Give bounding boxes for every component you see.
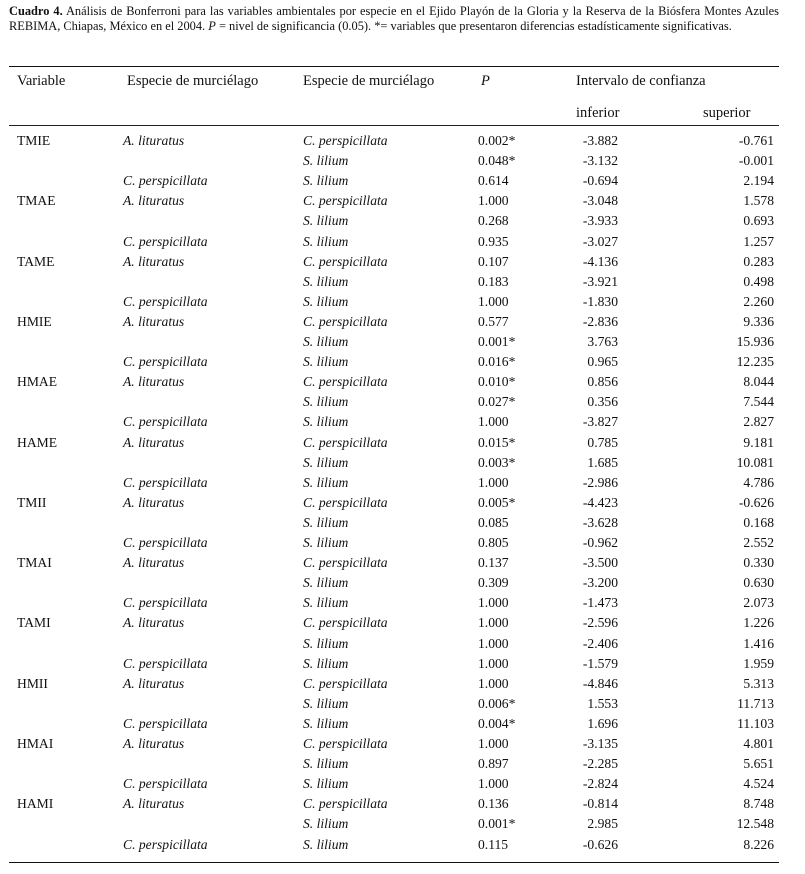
- table-row: [0, 493, 805, 513]
- cell-upper: 15.936: [736, 334, 774, 349]
- cell-lower: -2.836: [582, 313, 618, 329]
- table-row: [0, 312, 805, 332]
- table-row: [0, 332, 805, 352]
- cell-p-value: 1.000: [478, 635, 509, 651]
- cell-species-2: C. perspicillata: [303, 555, 388, 571]
- cell-upper: 7.544: [743, 394, 774, 410]
- cell-lower: 3.763: [587, 334, 618, 349]
- cell-species-2: S. lilium: [303, 293, 349, 309]
- cell-species-2: C. perspicillata: [303, 494, 388, 510]
- table-row: [0, 674, 805, 694]
- cell-lower: 0.356: [587, 394, 618, 410]
- table-row: [0, 513, 805, 533]
- cell-variable: TMAI: [17, 555, 52, 571]
- cell-upper: 8.226: [743, 836, 774, 852]
- header-confidence-interval: Intervalo de confianza: [576, 73, 706, 89]
- cell-upper: 0.168: [743, 514, 774, 530]
- cell-p-value: 0.897: [478, 756, 509, 772]
- cell-p-value: 1.000: [478, 193, 509, 209]
- table-row: [0, 734, 805, 754]
- table-row: [0, 232, 805, 252]
- bottom-rule: [9, 862, 779, 863]
- cell-upper: 2.194: [743, 173, 774, 189]
- cell-upper: 0.283: [743, 253, 774, 269]
- cell-lower: -3.500: [582, 555, 618, 571]
- cell-variable: TMIE: [17, 133, 51, 148]
- cell-upper: -0.001: [738, 153, 774, 169]
- cell-upper: 9.336: [743, 313, 774, 329]
- cell-lower: -2.596: [582, 615, 618, 631]
- cell-p-value: 0.001*: [478, 816, 516, 832]
- cell-p-value: 0.309: [478, 575, 509, 591]
- cell-p-value: 1.000: [478, 474, 509, 490]
- table-row: [0, 794, 805, 814]
- cell-species-2: S. lilium: [303, 273, 349, 289]
- cell-p-value: 1.000: [478, 293, 509, 309]
- caption-text-b: = nivel de significancia (0.05). *= variables que presentaron diferencias estadísticamente significativas.: [215, 19, 732, 34]
- cell-upper: 8.044: [743, 374, 774, 390]
- cell-species-1: A. lituratus: [123, 736, 185, 751]
- cell-species-2: C. perspicillata: [303, 615, 388, 631]
- cell-species-1: A. lituratus: [123, 133, 185, 148]
- table-row: [0, 835, 805, 855]
- table-row: [0, 292, 805, 312]
- top-rule: [9, 66, 779, 67]
- cell-upper: 1.416: [743, 635, 774, 651]
- cell-lower: 0.965: [587, 354, 618, 370]
- cell-species-1: C. perspicillata: [123, 776, 208, 792]
- table-row: [0, 352, 805, 372]
- cell-lower: -3.921: [582, 273, 618, 289]
- cell-p-value: 0.002*: [478, 133, 516, 148]
- cell-lower: -0.814: [582, 796, 618, 812]
- cell-upper: -0.626: [738, 494, 774, 510]
- cell-species-1: A. lituratus: [123, 615, 185, 631]
- cell-species-2: S. lilium: [303, 595, 349, 611]
- table-row: [0, 191, 805, 211]
- cell-species-2: S. lilium: [303, 776, 349, 792]
- cell-lower: -4.136: [582, 253, 618, 269]
- table-row: [0, 372, 805, 392]
- cell-species-2: S. lilium: [303, 756, 349, 772]
- cell-lower: -3.827: [582, 414, 618, 430]
- cell-p-value: 0.935: [478, 233, 509, 249]
- header-rule: [9, 125, 779, 126]
- cell-variable: HMII: [17, 675, 48, 691]
- cell-species-1: C. perspicillata: [123, 173, 208, 189]
- table-row: [0, 131, 805, 151]
- table-row: [0, 774, 805, 794]
- cell-species-1: C. perspicillata: [123, 535, 208, 550]
- cell-lower: -2.986: [582, 474, 618, 490]
- table-row: [0, 433, 805, 453]
- cell-species-2: C. perspicillata: [303, 736, 388, 751]
- cell-upper: 4.786: [743, 474, 774, 490]
- table-row: [0, 654, 805, 674]
- cell-p-value: 0.115: [478, 836, 509, 852]
- cell-lower: 0.856: [587, 374, 618, 390]
- cell-upper: 2.827: [743, 414, 774, 430]
- table-row: [0, 613, 805, 633]
- cell-upper: 8.748: [743, 796, 774, 812]
- header-p: P: [481, 73, 490, 89]
- cell-species-2: C. perspicillata: [303, 374, 388, 390]
- table-row: [0, 754, 805, 774]
- cell-p-value: 1.000: [478, 655, 509, 671]
- cell-species-1: A. lituratus: [123, 675, 185, 691]
- cell-lower: -3.048: [582, 193, 618, 209]
- cell-p-value: 1.000: [478, 595, 509, 611]
- cell-upper: 9.181: [743, 434, 774, 450]
- cell-lower: -2.824: [582, 776, 618, 792]
- cell-variable: TAMI: [17, 615, 51, 631]
- caption-label: Cuadro 4.: [9, 4, 63, 18]
- table-row: [0, 694, 805, 714]
- cell-p-value: 0.805: [478, 535, 509, 550]
- cell-p-value: 0.577: [478, 313, 509, 329]
- cell-lower: 1.553: [587, 695, 618, 711]
- cell-upper: 2.260: [743, 293, 774, 309]
- header-species-2: Especie de murciélago: [303, 73, 435, 89]
- cell-upper: 5.651: [743, 756, 774, 772]
- cell-p-value: 0.268: [478, 213, 509, 229]
- cell-p-value: 0.004*: [478, 715, 516, 731]
- cell-species-2: S. lilium: [303, 655, 349, 671]
- cell-p-value: 0.006*: [478, 695, 516, 711]
- cell-species-2: S. lilium: [303, 715, 349, 731]
- cell-species-2: S. lilium: [303, 173, 349, 189]
- table-row: [0, 272, 805, 292]
- table-row: [0, 453, 805, 473]
- cell-upper: 1.226: [743, 615, 774, 631]
- cell-variable: TMII: [17, 494, 47, 510]
- cell-variable: HMAE: [17, 374, 58, 390]
- cell-species-2: S. lilium: [303, 394, 349, 410]
- cell-upper: 1.257: [743, 233, 774, 249]
- cell-species-2: S. lilium: [303, 695, 349, 711]
- cell-upper: 0.498: [743, 273, 774, 289]
- table-row: [0, 392, 805, 412]
- cell-species-1: A. lituratus: [123, 374, 185, 390]
- cell-species-1: A. lituratus: [123, 796, 185, 812]
- cell-p-value: 0.614: [478, 173, 509, 189]
- table-row: [0, 412, 805, 432]
- cell-variable: HMIE: [17, 313, 52, 329]
- cell-species-1: C. perspicillata: [123, 836, 208, 852]
- cell-upper: 1.959: [743, 655, 774, 671]
- cell-upper: 2.073: [743, 595, 774, 611]
- cell-p-value: 0.107: [478, 253, 509, 269]
- table-row: [0, 473, 805, 493]
- cell-lower: 1.685: [587, 454, 618, 470]
- cell-upper: 4.524: [743, 776, 774, 792]
- cell-lower: 0.785: [587, 434, 618, 450]
- cell-species-2: S. lilium: [303, 816, 349, 832]
- cell-species-1: A. lituratus: [123, 494, 185, 510]
- cell-p-value: 0.015*: [478, 434, 516, 450]
- cell-species-2: C. perspicillata: [303, 253, 388, 269]
- cell-lower: -0.694: [582, 173, 618, 189]
- cell-species-1: A. lituratus: [123, 313, 185, 329]
- cell-lower: -3.132: [582, 153, 618, 169]
- cell-species-2: C. perspicillata: [303, 133, 388, 148]
- cell-variable: TMAE: [17, 193, 56, 209]
- caption-p-symbol: P: [208, 19, 216, 34]
- table-row: [0, 814, 805, 834]
- cell-species-2: S. lilium: [303, 414, 349, 430]
- cell-p-value: 0.137: [478, 555, 509, 571]
- cell-p-value: 0.048*: [478, 153, 516, 169]
- cell-species-1: A. lituratus: [123, 193, 185, 209]
- cell-lower: -3.882: [582, 133, 618, 148]
- cell-upper: 5.313: [743, 675, 774, 691]
- cell-species-2: C. perspicillata: [303, 434, 388, 450]
- cell-upper: 0.630: [743, 575, 774, 591]
- header-lower: inferior: [576, 105, 620, 121]
- cell-p-value: 0.001*: [478, 334, 516, 349]
- cell-upper: 11.713: [737, 695, 774, 711]
- table-row: [0, 553, 805, 573]
- cell-species-2: S. lilium: [303, 514, 349, 530]
- cell-lower: -4.423: [582, 494, 618, 510]
- cell-upper: 12.235: [736, 354, 774, 370]
- table-row: [0, 211, 805, 231]
- cell-upper: 0.330: [743, 555, 774, 571]
- cell-p-value: 0.010*: [478, 374, 516, 390]
- cell-species-1: C. perspicillata: [123, 655, 208, 671]
- cell-species-1: C. perspicillata: [123, 414, 208, 430]
- cell-variable: HMAI: [17, 736, 54, 751]
- cell-species-2: S. lilium: [303, 153, 349, 169]
- cell-species-2: S. lilium: [303, 334, 349, 349]
- cell-species-1: A. lituratus: [123, 555, 185, 571]
- cell-lower: 2.985: [587, 816, 618, 832]
- cell-species-1: C. perspicillata: [123, 715, 208, 731]
- cell-species-1: A. lituratus: [123, 434, 185, 450]
- cell-species-2: S. lilium: [303, 474, 349, 490]
- cell-species-1: C. perspicillata: [123, 293, 208, 309]
- table-row: [0, 714, 805, 734]
- cell-variable: HAMI: [17, 796, 54, 812]
- cell-p-value: 0.003*: [478, 454, 516, 470]
- cell-variable: TAME: [17, 253, 55, 269]
- cell-upper: 11.103: [737, 715, 774, 731]
- cell-lower: -1.579: [582, 655, 618, 671]
- cell-species-1: C. perspicillata: [123, 354, 208, 370]
- cell-upper: 2.552: [743, 535, 774, 550]
- cell-p-value: 0.016*: [478, 354, 516, 370]
- cell-p-value: 1.000: [478, 414, 509, 430]
- cell-lower: -3.027: [582, 233, 618, 249]
- cell-p-value: 1.000: [478, 675, 509, 691]
- table-row: [0, 593, 805, 613]
- header-upper: superior: [703, 105, 751, 121]
- cell-lower: -1.830: [582, 293, 618, 309]
- cell-species-2: S. lilium: [303, 213, 349, 229]
- cell-upper: 0.693: [743, 213, 774, 229]
- cell-lower: -4.846: [582, 675, 618, 691]
- cell-upper: 4.801: [743, 736, 774, 751]
- cell-species-2: S. lilium: [303, 575, 349, 591]
- cell-lower: -0.626: [582, 836, 618, 852]
- cell-species-2: C. perspicillata: [303, 675, 388, 691]
- cell-lower: -3.200: [582, 575, 618, 591]
- cell-species-2: S. lilium: [303, 354, 349, 370]
- cell-species-2: S. lilium: [303, 454, 349, 470]
- table-row: [0, 151, 805, 171]
- cell-species-1: C. perspicillata: [123, 474, 208, 490]
- cell-species-2: S. lilium: [303, 535, 349, 550]
- cell-p-value: 0.085: [478, 514, 509, 530]
- header-variable: Variable: [17, 73, 66, 89]
- cell-lower: -1.473: [582, 595, 618, 611]
- cell-species-1: C. perspicillata: [123, 595, 208, 611]
- cell-upper: 10.081: [736, 454, 774, 470]
- cell-variable: HAME: [17, 434, 58, 450]
- cell-p-value: 0.005*: [478, 494, 516, 510]
- header-species-1: Especie de murciélago: [127, 73, 259, 89]
- table-row: [0, 634, 805, 654]
- table-row: [0, 171, 805, 191]
- cell-p-value: 0.183: [478, 273, 509, 289]
- cell-p-value: 1.000: [478, 736, 509, 751]
- cell-lower: -2.285: [582, 756, 618, 772]
- cell-species-1: A. lituratus: [123, 253, 185, 269]
- table-caption: [9, 4, 779, 35]
- cell-species-2: C. perspicillata: [303, 313, 388, 329]
- table-row: [0, 533, 805, 553]
- cell-species-2: S. lilium: [303, 233, 349, 249]
- cell-lower: -3.628: [582, 514, 618, 530]
- cell-species-2: C. perspicillata: [303, 796, 388, 812]
- cell-upper: 1.578: [743, 193, 774, 209]
- cell-species-2: C. perspicillata: [303, 193, 388, 209]
- cell-upper: -0.761: [738, 133, 774, 148]
- cell-upper: 12.548: [736, 816, 774, 832]
- cell-lower: -0.962: [582, 535, 618, 550]
- table-row: [0, 252, 805, 272]
- caption-text-a: Análisis de Bonferroni para las variables ambientales por especie en el Ejido Playón de la Gloria y la Reserva de la Biósfera Montes Azules REBIMA, Chiapas, México en el 2004.: [9, 4, 779, 34]
- cell-lower: -3.933: [582, 213, 618, 229]
- cell-lower: -2.406: [582, 635, 618, 651]
- cell-p-value: 1.000: [478, 615, 509, 631]
- cell-p-value: 1.000: [478, 776, 509, 792]
- cell-p-value: 0.027*: [478, 394, 516, 410]
- cell-lower: 1.696: [587, 715, 618, 731]
- cell-species-2: S. lilium: [303, 836, 349, 852]
- cell-lower: -3.135: [582, 736, 618, 751]
- cell-p-value: 0.136: [478, 796, 509, 812]
- cell-species-1: C. perspicillata: [123, 233, 208, 249]
- cell-species-2: S. lilium: [303, 635, 349, 651]
- table-row: [0, 573, 805, 593]
